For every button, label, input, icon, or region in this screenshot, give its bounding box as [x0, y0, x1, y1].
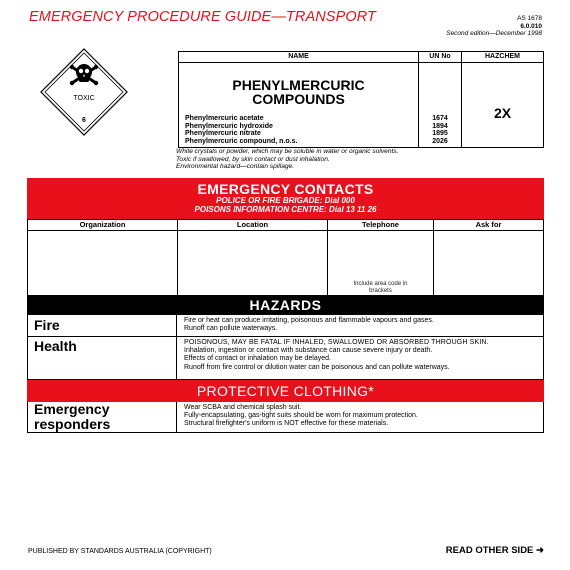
fire-text [184, 317, 539, 333]
telephone-field[interactable] [328, 231, 434, 296]
substance-name: Phenylmercuric nitrate [185, 130, 261, 138]
substance-name: Phenylmercuric compound, n.o.s. [185, 137, 298, 145]
un-number-list [419, 115, 461, 145]
divider [176, 402, 177, 432]
edition-note: Second edition—December 1998 [446, 30, 542, 37]
emergency-contacts-title: EMERGENCY CONTACTS [197, 181, 374, 197]
substance-name: Phenylmercuric acetate [185, 115, 264, 122]
health-hazard-row [27, 337, 544, 380]
un-header: UN No [419, 52, 462, 63]
protective-line: Fully-encapsulating, gas-tight suits should be worn for maximum protection. [184, 412, 418, 420]
substance-list [185, 115, 297, 145]
telephone-note-line2: brackets [369, 287, 392, 294]
name-cell [179, 63, 419, 148]
organization-field[interactable] [28, 231, 178, 296]
protective-line: Wear SCBA and chemical splash suit. [184, 404, 302, 411]
divider [176, 337, 177, 379]
hazchem-cell [462, 63, 544, 148]
hazchem-code: 2X [493, 105, 512, 121]
health-line: Inhalation, ingestion or contact with substance can cause severe injury or death. [184, 347, 433, 355]
fire-line: Fire or heat can produce irritating, poisonous and flammable vapours and gases. [184, 317, 434, 324]
read-other-side-link[interactable]: READ OTHER SIDE ➜ [445, 545, 544, 556]
location-field[interactable] [178, 231, 328, 296]
fire-label: Fire [34, 317, 60, 333]
ask-for-field[interactable] [434, 231, 544, 296]
guide-version: 6.0.010 [520, 23, 542, 30]
product-table [178, 51, 544, 148]
health-text [184, 339, 539, 372]
location-header: Location [178, 220, 328, 231]
diamond-label: TOXIC [73, 95, 95, 102]
un-number: 2026 [432, 137, 448, 145]
fire-line: Runoff can pollute waterways. [184, 325, 278, 333]
hazards-banner: HAZARDS [27, 295, 544, 315]
protective-clothing-text [184, 404, 539, 429]
un-number: 1894 [432, 122, 448, 130]
ask-for-header: Ask for [434, 220, 544, 231]
poisons-line: POISONS INFORMATION CENTRE: Dial 13 11 26 [194, 205, 377, 214]
un-number: 1674 [432, 115, 448, 122]
health-line: POISONOUS, MAY BE FATAL IF INHALED, SWALLOWED OR ABSORBED THROUGH SKIN. [184, 339, 489, 346]
diamond-class: 6 [82, 117, 86, 124]
description-line: White crystals or powder, which may be soluble in water or organic solvents. [176, 148, 399, 155]
fire-hazard-row [27, 315, 544, 337]
organization-header: Organization [28, 220, 178, 231]
emergency-responders-row [27, 402, 544, 433]
responders-label-line2: responders [34, 416, 111, 432]
health-line: Effects of contact or inhalation may be delayed. [184, 355, 331, 363]
un-cell [419, 63, 462, 148]
health-label: Health [34, 338, 77, 354]
product-title-line2: COMPOUNDS [252, 91, 345, 107]
telephone-header: Telephone [328, 220, 434, 231]
toxic-class-6-diamond [40, 48, 128, 136]
contacts-table [27, 219, 544, 296]
health-line: Runoff from fire control or dilution water can be poisonous and can pollute waterways. [184, 363, 450, 371]
document-title: EMERGENCY PROCEDURE GUIDE—TRANSPORT [29, 9, 376, 25]
name-header: NAME [179, 52, 419, 63]
responders-label [34, 402, 110, 432]
substance-name: Phenylmercuric hydroxide [185, 122, 273, 130]
description-line: Toxic if swallowed, by skin contact or dust inhalation. [176, 155, 330, 163]
description-line: Environmental hazard—contain spillage. [176, 163, 295, 170]
product-title [179, 78, 418, 106]
un-number: 1895 [432, 130, 448, 138]
product-title-line1: PHENYLMERCURIC [232, 77, 365, 93]
responders-label-line1: Emergency [34, 401, 110, 417]
telephone-note [328, 281, 433, 294]
divider [176, 315, 177, 336]
hazchem-header: HAZCHEM [462, 52, 544, 63]
protective-line: Structural firefighter's uniform is NOT effective for these materials. [184, 420, 389, 428]
standard-number: AS 1678 [517, 15, 542, 22]
protective-clothing-banner: PROTECTIVE CLOTHING* [27, 380, 544, 402]
publisher-note: PUBLISHED BY STANDARDS AUSTRALIA (COPYRIGHT) [28, 548, 212, 555]
emergency-contacts-banner [27, 178, 544, 219]
telephone-note-line1: Include area code in [353, 281, 408, 287]
police-fire-line: POLICE OR FIRE BRIGADE: Dial 000 [216, 196, 355, 205]
